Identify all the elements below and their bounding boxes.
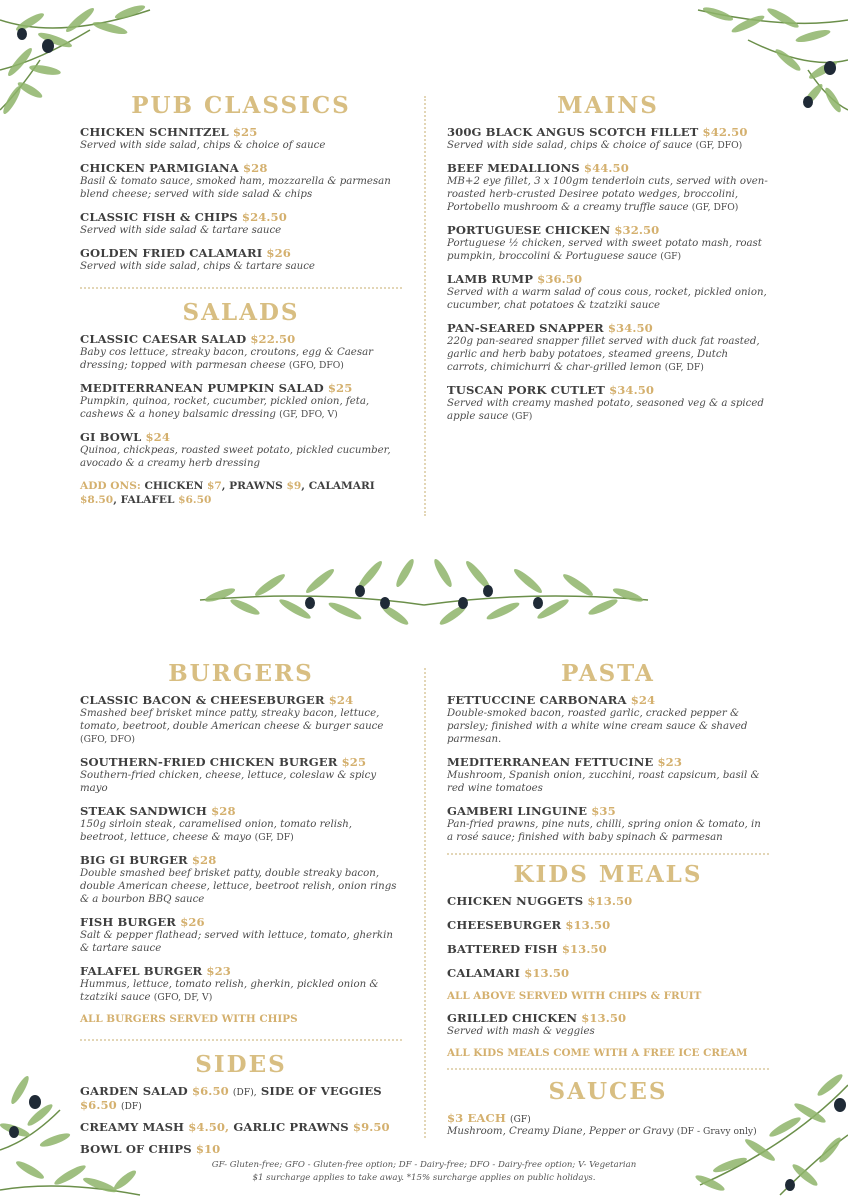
item-name: BOWL OF CHIPS xyxy=(80,1142,192,1156)
menu-item xyxy=(80,804,402,844)
item-price: $25 xyxy=(232,125,258,139)
item-name: CLASSIC CAESAR SALAD xyxy=(80,332,247,346)
item-description: Southern-fried chicken, cheese, lettuce, coleslaw & spicy mayo xyxy=(80,770,377,794)
item-description: Served with side salad, chips & tartare sauce xyxy=(80,261,315,272)
menu-item xyxy=(447,1011,769,1038)
item-name: FALAFEL BURGER xyxy=(80,964,203,978)
menu-item xyxy=(447,321,769,374)
item-price: $44.50 xyxy=(583,161,629,175)
menu-item xyxy=(447,693,769,746)
item-name: 300G BLACK ANGUS SCOTCH FILLET xyxy=(447,125,699,139)
menu-item xyxy=(447,161,769,214)
section-title-burgers: BURGERS xyxy=(168,660,314,687)
right-column-top xyxy=(447,92,769,432)
item-price: $13.50 xyxy=(587,894,633,908)
item-price: $13.50 xyxy=(561,942,607,956)
section-title-sauces: SAUCES xyxy=(548,1078,668,1105)
item-name: FETTUCCINE CARBONARA xyxy=(447,693,627,707)
dietary-tag: (GFO, DFO) xyxy=(80,734,135,745)
item-name: SOUTHERN-FRIED CHICKEN BURGER xyxy=(80,755,338,769)
item-description: Basil & tomato sauce, smoked ham, mozzarella & parmesan blend cheese; served with side salad & chips xyxy=(80,176,391,200)
item-price: $26 xyxy=(266,246,291,260)
menu-item xyxy=(80,755,402,795)
item-price: $25 xyxy=(327,381,353,395)
item-description: 150g sirloin steak, caramelised onion, tomato relish, beetroot, lettuce, cheese & mayo xyxy=(80,819,353,843)
item-price: $23 xyxy=(657,755,683,769)
item-description: Served with mash & veggies xyxy=(447,1026,595,1037)
menu-item xyxy=(80,964,402,1004)
section-title-kids-meals: KIDS MEALS xyxy=(513,861,703,888)
menu-item xyxy=(447,894,769,908)
add-on-name: CALAMARI xyxy=(308,480,375,492)
add-on-name: PRAWNS xyxy=(229,480,283,492)
item-price: $28 xyxy=(211,804,236,818)
menu-item xyxy=(447,942,769,956)
section-divider xyxy=(80,287,402,289)
column-divider xyxy=(424,668,426,1138)
item-price: $6.50 xyxy=(191,1084,229,1098)
item-description: Served with side salad, chips & choice of sauce xyxy=(80,140,326,151)
item-price: $34.50 xyxy=(607,321,653,335)
section-title-mains: MAINS xyxy=(557,92,659,119)
item-name: CLASSIC FISH & CHIPS xyxy=(80,210,238,224)
item-price: $36.50 xyxy=(537,272,583,286)
item-name: CHICKEN NUGGETS xyxy=(447,894,584,908)
add-ons-label: ADD ONS: xyxy=(80,480,141,492)
item-name: GAMBERI LINGUINE xyxy=(447,804,588,818)
dietary-tag: (GFO, DF, V) xyxy=(153,992,213,1003)
item-price: $24.50 xyxy=(241,210,287,224)
burgers-note: ALL BURGERS SERVED WITH CHIPS xyxy=(80,1013,298,1025)
item-description: Served with side salad, chips & choice of sauce xyxy=(447,140,693,151)
section-title-pub-classics: PUB CLASSICS xyxy=(131,92,351,119)
kids-ice-cream-note: ALL KIDS MEALS COME WITH A FREE ICE CREAM xyxy=(447,1047,748,1059)
item-name: TUSCAN PORK CUTLET xyxy=(447,383,605,397)
item-name: GRILLED CHICKEN xyxy=(447,1011,578,1025)
dietary-tag: (GF, DF) xyxy=(254,832,294,843)
item-description: Hummus, lettuce, tomato relish, gherkin, pickled onion & tzatziki sauce xyxy=(80,979,379,1003)
sauces-description xyxy=(447,1125,769,1138)
item-price: $42.50 xyxy=(702,125,748,139)
item-price: $9.50 xyxy=(352,1120,390,1134)
item-description: Pan-fried prawns, pine nuts, chilli, spring onion & tomato, in a rosé sauce; finished with baby spinach & parmesan xyxy=(447,819,761,843)
menu-item xyxy=(447,918,769,932)
kids-note: ALL ABOVE SERVED WITH CHIPS & FRUIT xyxy=(447,990,702,1002)
item-name: BEEF MEDALLIONS xyxy=(447,161,580,175)
right-column-bottom xyxy=(447,660,769,1138)
item-name: CREAMY MASH xyxy=(80,1120,185,1134)
item-name: MEDITERRANEAN FETTUCINE xyxy=(447,755,654,769)
add-on-price: $6.50 xyxy=(178,494,212,506)
item-description: Quinoa, chickpeas, roasted sweet potato, pickled cucumber, avocado & a creamy herb dressing xyxy=(80,445,391,469)
item-name: MEDITERRANEAN PUMPKIN SALAD xyxy=(80,381,324,395)
sides-row xyxy=(80,1142,402,1156)
menu-item xyxy=(80,161,402,201)
dietary-tag: (GF, DF) xyxy=(664,362,704,373)
olive-branch-icon xyxy=(190,545,658,640)
section-title-sides: SIDES xyxy=(195,1051,287,1078)
item-price: $28 xyxy=(243,161,268,175)
item-price: $32.50 xyxy=(614,223,660,237)
item-name: CLASSIC BACON & CHEESEBURGER xyxy=(80,693,325,707)
item-price: $24 xyxy=(145,430,171,444)
section-title-salads: SALADS xyxy=(182,299,300,326)
item-description: Salt & pepper flathead; served with lettuce, tomato, gherkin & tartare sauce xyxy=(80,930,393,954)
item-name: STEAK SANDWICH xyxy=(80,804,207,818)
item-description: Mushroom, Creamy Diane, Pepper or Gravy xyxy=(447,1126,674,1137)
item-description: Double smashed beef brisket patty, double streaky bacon, double American cheese, lettuce, beetroot relish, onion rings & a bourbon BBQ sauce xyxy=(80,868,397,905)
add-on-price: $9 xyxy=(286,480,302,492)
salad-add-ons: ADD ONS: CHICKEN $7, PRAWNS $9, CALAMARI $8.50, FALAFEL $6.50 xyxy=(80,480,375,506)
menu-item xyxy=(447,125,769,152)
dietary-tag: (DF - Gravy only) xyxy=(676,1126,757,1137)
item-price: $10 xyxy=(195,1142,221,1156)
item-price: $22.50 xyxy=(250,332,296,346)
menu-item xyxy=(80,915,402,955)
surcharge-note: $1 surcharge applies to take away. *15% surcharge applies on public holidays. xyxy=(252,1173,596,1183)
item-price: $25 xyxy=(341,755,367,769)
item-name: PAN-SEARED SNAPPER xyxy=(447,321,604,335)
menu-item xyxy=(80,853,402,906)
add-on-name: FALAFEL xyxy=(120,494,175,506)
item-name: FISH BURGER xyxy=(80,915,177,929)
menu-item xyxy=(80,210,402,237)
dietary-tag: (GF, DFO) xyxy=(691,202,739,213)
menu-item xyxy=(447,966,769,980)
section-divider xyxy=(80,1039,402,1041)
item-description: Served with creamy mashed potato, seasoned veg & a spiced apple sauce xyxy=(447,398,764,422)
item-price: $23 xyxy=(206,964,231,978)
menu-item xyxy=(447,272,769,312)
add-on-price: $7 xyxy=(206,480,222,492)
menu-item xyxy=(80,332,402,372)
menu-item xyxy=(447,383,769,423)
column-divider xyxy=(424,96,426,516)
dietary-tag: (GF, DFO, V) xyxy=(279,409,338,420)
menu-item xyxy=(447,804,769,844)
menu-item xyxy=(447,755,769,795)
item-description: 220g pan-seared snapper fillet served with duck fat roasted, garlic and herb baby potatoes, steamed greens, Dutch carrots, chimichurri & char-grilled lemon xyxy=(447,336,760,373)
sauces-price xyxy=(447,1111,769,1125)
section-divider xyxy=(447,1068,769,1070)
item-name: SIDE OF VEGGIES xyxy=(260,1084,382,1098)
item-description: Double-smoked bacon, roasted garlic, cracked pepper & parsley; finished with a white wine cream sauce & shaved parmesan. xyxy=(447,708,748,745)
item-price: $35 xyxy=(591,804,616,818)
item-price: $24 xyxy=(328,693,354,707)
item-name: BATTERED FISH xyxy=(447,942,558,956)
section-title-pasta: PASTA xyxy=(561,660,655,687)
item-name: CALAMARI xyxy=(447,966,521,980)
item-name: GARLIC PRAWNS xyxy=(233,1120,349,1134)
item-name: CHICKEN SCHNITZEL xyxy=(80,125,229,139)
dietary-tag: (GF) xyxy=(510,1115,531,1125)
item-price: $6.50 xyxy=(80,1098,117,1112)
menu-item xyxy=(80,693,402,746)
item-description: Served with a warm salad of cous cous, rocket, pickled onion, cucumber, chat potatoes & tzatziki sauce xyxy=(447,287,767,311)
item-name: CHICKEN PARMIGIANA xyxy=(80,161,239,175)
item-description: Mushroom, Spanish onion, zucchini, roast capsicum, basil & red wine tomatoes xyxy=(447,770,760,794)
dietary-legend: GF- Gluten-free; GFO - Gluten-free option; DF - Dairy-free; DFO - Dairy-free option; V- Vegetarian xyxy=(211,1160,637,1170)
sides-row xyxy=(80,1120,402,1134)
item-description: Portuguese ½ chicken, served with sweet potato mash, roast pumpkin, broccolini & Portuguese sauce xyxy=(447,238,762,262)
dietary-tag: (GFO, DFO) xyxy=(288,360,344,371)
dietary-tag: (GF) xyxy=(511,411,533,422)
item-description: MB+2 eye fillet, 3 x 100gm tenderloin cuts, served with oven-roasted herb-crusted Desiree potato wedges, broccolini, Portobello mushroom & a creamy truffle sauce xyxy=(447,176,768,213)
item-name: CHEESEBURGER xyxy=(447,918,562,932)
item-name: GOLDEN FRIED CALAMARI xyxy=(80,246,263,260)
item-name: PORTUGUESE CHICKEN xyxy=(447,223,611,237)
dietary-tag: (GF) xyxy=(660,251,682,262)
add-on-name: CHICKEN xyxy=(144,480,204,492)
left-column-top xyxy=(80,92,402,507)
menu-item xyxy=(80,430,402,470)
dietary-tag: (GF, DFO) xyxy=(695,140,743,151)
item-price: $26 xyxy=(180,915,205,929)
section-divider xyxy=(447,853,769,855)
menu-item xyxy=(80,246,402,273)
item-name: LAMB RUMP xyxy=(447,272,534,286)
item-name: GARDEN SALAD xyxy=(80,1084,188,1098)
item-price: $34.50 xyxy=(609,383,655,397)
item-name: BIG GI BURGER xyxy=(80,853,188,867)
item-price: $13.50 xyxy=(524,966,570,980)
sides-row xyxy=(80,1084,402,1112)
item-description: Baby cos lettuce, streaky bacon, croutons, egg & Caesar dressing; topped with parmesan cheese xyxy=(80,347,374,371)
item-description: Served with side salad & tartare sauce xyxy=(80,225,282,236)
item-price: $28 xyxy=(191,853,217,867)
item-price: $24 xyxy=(630,693,656,707)
left-column-bottom xyxy=(80,660,402,1164)
item-price: $4.50, xyxy=(188,1120,230,1134)
menu-item xyxy=(447,223,769,263)
item-name: GI BOWL xyxy=(80,430,142,444)
item-price: $13.50 xyxy=(565,918,611,932)
dietary-tag: (DF), xyxy=(232,1088,257,1098)
menu-item xyxy=(80,125,402,152)
item-description: Pumpkin, quinoa, rocket, cucumber, pickled onion, feta, cashews & a honey balsamic dressing xyxy=(80,396,370,420)
item-price: $3 EACH xyxy=(447,1111,506,1125)
menu-item xyxy=(80,381,402,421)
item-price: $13.50 xyxy=(581,1011,627,1025)
dietary-tag: (DF) xyxy=(120,1102,142,1112)
footer-notes xyxy=(0,1159,848,1185)
add-on-price: $8.50 xyxy=(80,494,114,506)
item-description: Smashed beef brisket mince patty, streaky bacon, lettuce, tomato, beetroot, double American cheese & burger sauce xyxy=(80,708,384,732)
